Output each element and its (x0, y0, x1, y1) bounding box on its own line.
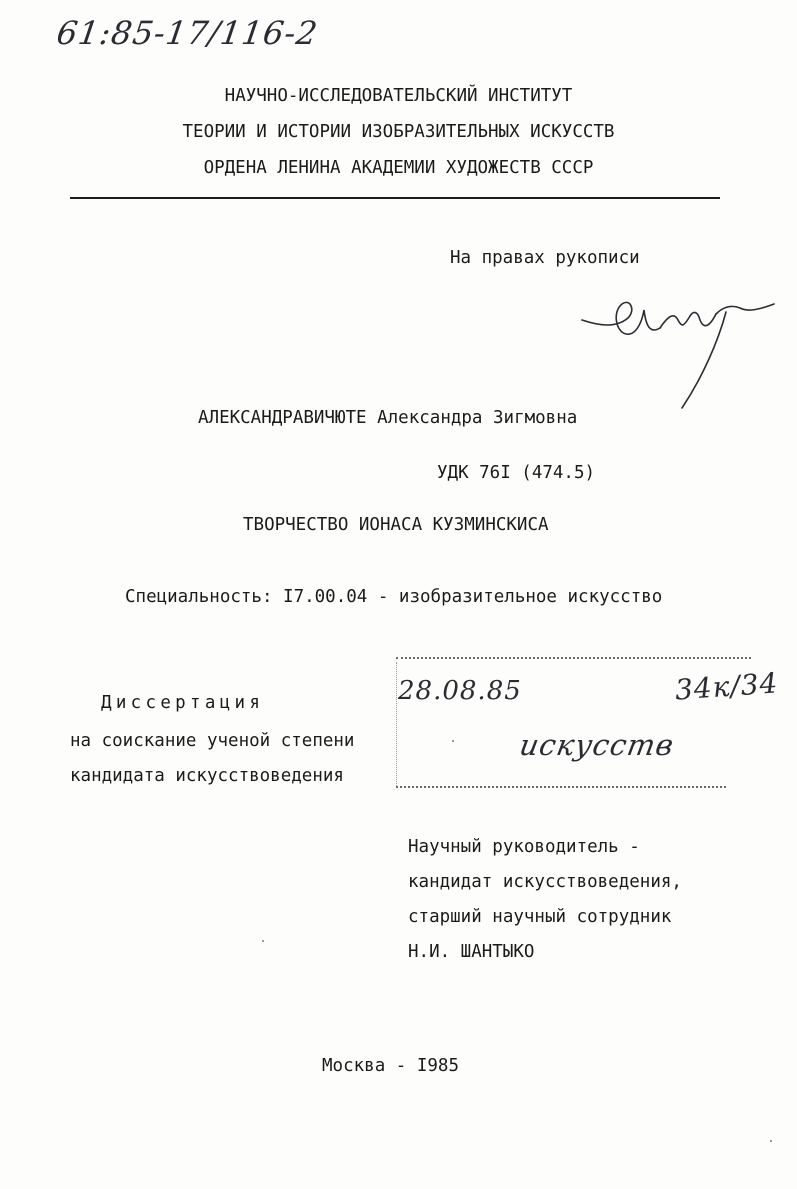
institution-line-3: ОРДЕНА ЛЕНИНА АКАДЕМИИ ХУДОЖЕСТВ СССР (203, 158, 594, 178)
supervisor-position: старший научный сотрудник (408, 907, 672, 927)
stamp-date: 28.08.85 (398, 676, 522, 706)
author-name: АЛЕКСАНДРАВИЧЮТЕ Александра Зигмовна (198, 408, 578, 428)
dissertation-heading: Диссертация (101, 693, 265, 713)
paper-speck (262, 940, 264, 942)
stamp-code: 34к/34 (673, 666, 780, 707)
supervisor-degree: кандидат искусствоведения, (408, 872, 682, 892)
place-and-year: Москва - I985 (322, 1056, 459, 1076)
stamp-border-left (396, 662, 397, 786)
institution-line-1: НАУЧНО-ИССЛЕДОВАТЕЛЬСКИЙ ИНСТИТУТ (224, 86, 573, 106)
stamp-section: искусств (517, 728, 677, 762)
paper-speck (452, 740, 454, 742)
stamp-border-bottom (396, 786, 726, 788)
dissertation-field-line: кандидата искусствоведения (70, 766, 344, 786)
library-call-number: 61:85-17/116-2 (54, 14, 321, 52)
supervisor-name: Н.И. ШАНТЫКО (408, 942, 535, 962)
stamp-border-top (396, 657, 751, 659)
author-signature (570, 282, 780, 412)
work-title: ТВОРЧЕСТВО ИОНАСА КУЗМИНСКИСА (243, 515, 549, 535)
rights-note: На правах рукописи (450, 248, 640, 268)
specialty-line: Специальность: I7.00.04 - изобразительное искусство (125, 587, 663, 607)
dissertation-degree-line: на соискание ученой степени (70, 731, 355, 751)
supervisor-label: Научный руководитель - (408, 837, 640, 857)
header-divider (70, 197, 720, 199)
udk-code: УДК 76I (474.5) (437, 463, 596, 483)
institution-line-2: ТЕОРИИ И ИСТОРИИ ИЗОБРАЗИТЕЛЬНЫХ ИСКУССТВ (182, 122, 615, 142)
paper-speck (770, 1140, 772, 1142)
